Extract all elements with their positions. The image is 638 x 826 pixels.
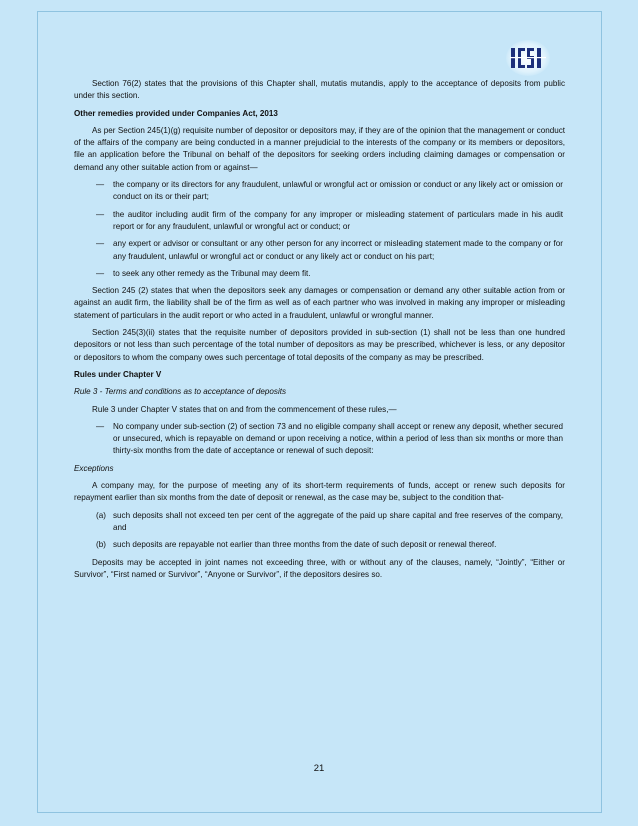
dash-marker: —	[96, 239, 105, 249]
list-item-text: such deposits are repayable not earlier than three months from the date of such deposit or renewal thereof.	[113, 540, 497, 550]
list-item	[74, 268, 565, 280]
dash-marker: —	[96, 421, 105, 431]
heading-rule-3: Rule 3 - Terms and conditions as to acceptance of deposits	[74, 387, 287, 397]
dash-marker: —	[96, 268, 105, 278]
letter-marker: (a)	[96, 510, 106, 520]
heading-other-remedies: Other remedies provided under Companies Act, 2013	[74, 108, 278, 118]
paragraph-section-245-2: Section 245 (2) states that when the depositors seek any damages or compensation or demand any other suitable action from or against an audit firm, the liability shall be of the firm as well as of each partner who was involved in making any improper or misleading statement of particulars in the audit report or who acted in a fraudulent, unlawful or wrongful manner.	[74, 286, 565, 320]
list-item	[74, 421, 565, 458]
list-item	[74, 238, 565, 263]
list-item-text: to seek any other remedy as the Tribunal may deem fit.	[113, 268, 311, 278]
dash-marker: —	[96, 209, 105, 219]
icsi-logo-icon	[508, 44, 548, 72]
list-item	[74, 510, 565, 535]
icsi-logo	[506, 40, 550, 76]
paragraph-section-76: Section 76(2) states that the provisions of this Chapter shall, mutatis mutandis, apply to the acceptance of deposits from public under this section.	[74, 79, 565, 101]
list-item-text: No company under sub-section (2) of section 73 and no eligible company shall accept or renew any deposit, whether secured or unsecured, which is repayable on demand or upon receiving a notice, within a period of less than six months or more than thirty-six months from the date of acceptance or renewal of such deposit:	[113, 421, 563, 456]
list-item	[74, 179, 565, 204]
heading-rules-chapter-v: Rules under Chapter V	[74, 369, 162, 379]
list-item	[74, 209, 565, 234]
list-item-text: any expert or advisor or consultant or any other person for any incorrect or misleading statement made to the company or for any fraudulent, unlawful or wrongful act or conduct or any likely act or conduct on his part;	[113, 239, 563, 261]
paragraph-rule-3: Rule 3 under Chapter V states that on and from the commencement of these rules,—	[92, 404, 397, 414]
list-item	[74, 539, 565, 551]
document-body	[74, 78, 565, 586]
dash-marker: —	[96, 180, 105, 190]
against-list	[74, 179, 565, 280]
letter-marker: (b)	[96, 540, 106, 550]
list-item-text: the company or its directors for any fraudulent, unlawful or wrongful act or omission or conduct or any likely act or omission or conduct on its or their part;	[113, 180, 563, 202]
page-number: 21	[313, 763, 325, 774]
paragraph-joint-names: Deposits may be accepted in joint names not exceeding three, with or without any of the clauses, namely, “Jointly”, “Either or Survivor”, “First named or Survivor”, “Anyone or Survivor”, if the depositors desires so.	[74, 557, 565, 579]
rule3-list	[74, 421, 565, 458]
paragraph-exceptions: A company may, for the purpose of meeting any of its short-term requirements of funds, accept or renew such deposits for repayment earlier than six months from the date of deposit or renewal, as the case may be, subject to the condition that-	[74, 481, 565, 503]
list-item-text: such deposits shall not exceed ten per cent of the aggregate of the paid up share capital and free reserves of the company, and	[113, 510, 563, 532]
paragraph-section-245-1: As per Section 245(1)(g) requisite number of depositor or depositors may, if they are of the opinion that the management or conduct of the affairs of the company are being conducted in a manner prejudicial to the interests of the company or its members or depositors, file an application before the Tribunal on behalf of the depositors for seeking orders including claiming damages or compensation or demand any other suitable action from or against—	[74, 125, 565, 172]
heading-exceptions: Exceptions	[74, 463, 114, 473]
exception-list	[74, 510, 565, 552]
paragraph-section-245-3: Section 245(3)(ii) states that the requisite number of depositors provided in sub-section (1) shall not be less than one hundred depositors or not less than such percentage of the total number of depositors as may be prescribed, whichever is less, or any depositor or depositors to whom the company owes such percentage of total deposits of the company as may be prescribed.	[74, 328, 565, 362]
list-item-text: the auditor including audit firm of the company for any improper or misleading statement of particulars made in his audit report or for any fraudulent, unlawful or wrongful act or conduct; or	[113, 209, 563, 231]
